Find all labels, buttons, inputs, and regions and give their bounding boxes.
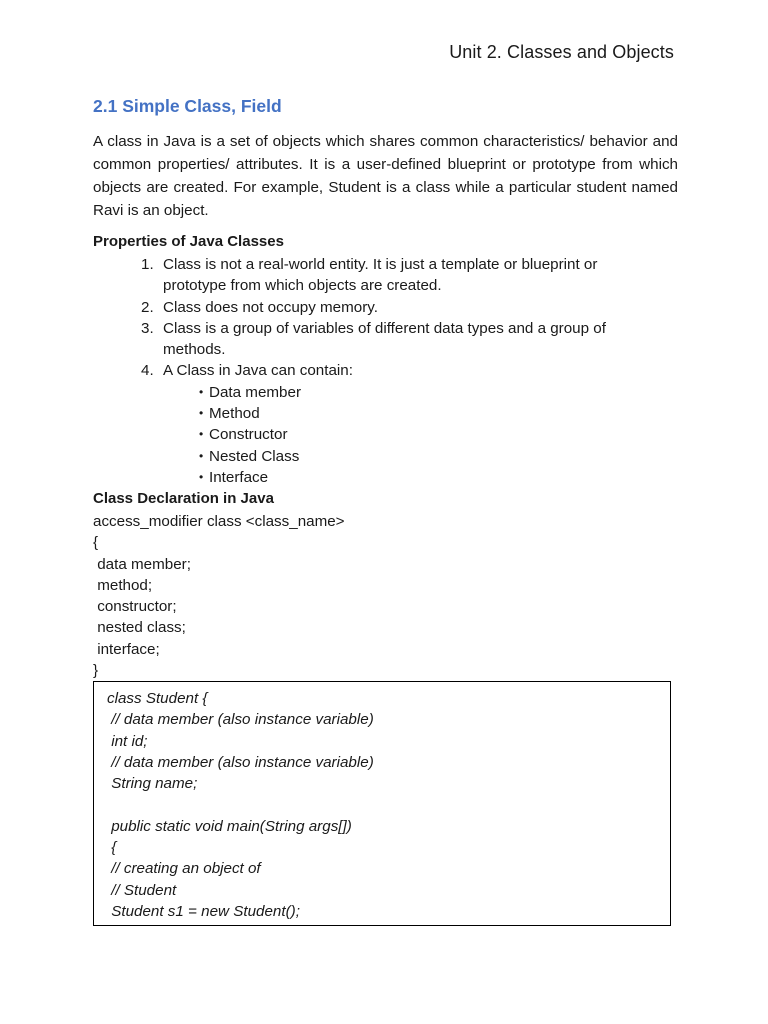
bullet-icon: •	[199, 427, 204, 442]
code-line: class Student {	[107, 690, 208, 707]
properties-list	[141, 254, 661, 488]
code-line: int id;	[107, 732, 148, 750]
bullet-item	[199, 382, 661, 403]
syntax-line: data member;	[93, 555, 191, 573]
declaration-heading: Class Declaration in Java	[93, 490, 274, 507]
bullet-item-text: Nested Class	[209, 447, 300, 465]
list-item	[141, 297, 661, 318]
list-item-number: 4.	[141, 362, 154, 380]
code-line: // Student	[107, 881, 177, 899]
section-heading: 2.1 Simple Class, Field	[93, 96, 282, 116]
list-item	[141, 318, 661, 361]
syntax-line: {	[93, 534, 99, 552]
list-item-number: 2.	[141, 298, 154, 316]
code-line: public static void main(String args[])	[107, 817, 352, 835]
syntax-line: nested class;	[93, 619, 186, 637]
bullet-icon: •	[199, 448, 204, 463]
list-item-text: A Class in Java can contain:	[163, 362, 353, 380]
syntax-line: interface;	[93, 640, 160, 658]
bullet-icon: •	[199, 469, 204, 484]
bullet-icon: •	[199, 406, 204, 421]
code-line	[94, 794, 670, 815]
syntax-line: method;	[93, 576, 153, 594]
bullet-item	[199, 403, 661, 424]
bullet-item-text: Method	[209, 405, 260, 423]
list-item-number: 3.	[141, 319, 154, 337]
code-line: Student s1 = new Student();	[107, 902, 300, 920]
code-line: {	[107, 839, 117, 857]
contains-list	[163, 382, 661, 488]
syntax-line: }	[93, 662, 99, 680]
bullet-item	[199, 467, 661, 488]
list-item-text: Class is not a real-world entity. It is just a template or blueprint or prototype from which objects are created.	[163, 256, 598, 295]
syntax-line: constructor;	[93, 598, 177, 616]
intro-paragraph: A class in Java is a set of objects which shares common characteristics/ behavior and common properties/ attributes. It is a user-defined blueprint or prototype from which objects are created. For example, Student is a class while a particular student named Ravi is an object.	[93, 133, 678, 219]
page-header-title: Unit 2. Classes and Objects	[449, 42, 674, 62]
properties-heading: Properties of Java Classes	[93, 233, 284, 250]
code-line: // data member (also instance variable)	[107, 753, 374, 771]
bullet-item	[199, 424, 661, 445]
declaration-syntax	[93, 511, 345, 681]
bullet-item-text: Interface	[209, 468, 269, 486]
list-item	[141, 360, 661, 488]
code-line: // creating an object of	[107, 860, 261, 878]
list-item-text: Class is a group of variables of different data types and a group of methods.	[163, 319, 606, 359]
bullet-icon: •	[199, 384, 204, 399]
syntax-line: access_modifier class <class_name>	[93, 513, 345, 530]
list-item-number: 1.	[141, 256, 154, 273]
bullet-item	[199, 446, 661, 467]
list-item	[141, 254, 661, 297]
bullet-item-text: Data member	[209, 383, 302, 401]
code-line: String name;	[107, 775, 198, 793]
code-example-box	[93, 681, 671, 926]
intro-block	[93, 130, 678, 222]
bullet-item-text: Constructor	[209, 426, 288, 444]
code-line: // data member (also instance variable)	[107, 711, 374, 729]
list-item-text: Class does not occupy memory.	[163, 298, 378, 316]
